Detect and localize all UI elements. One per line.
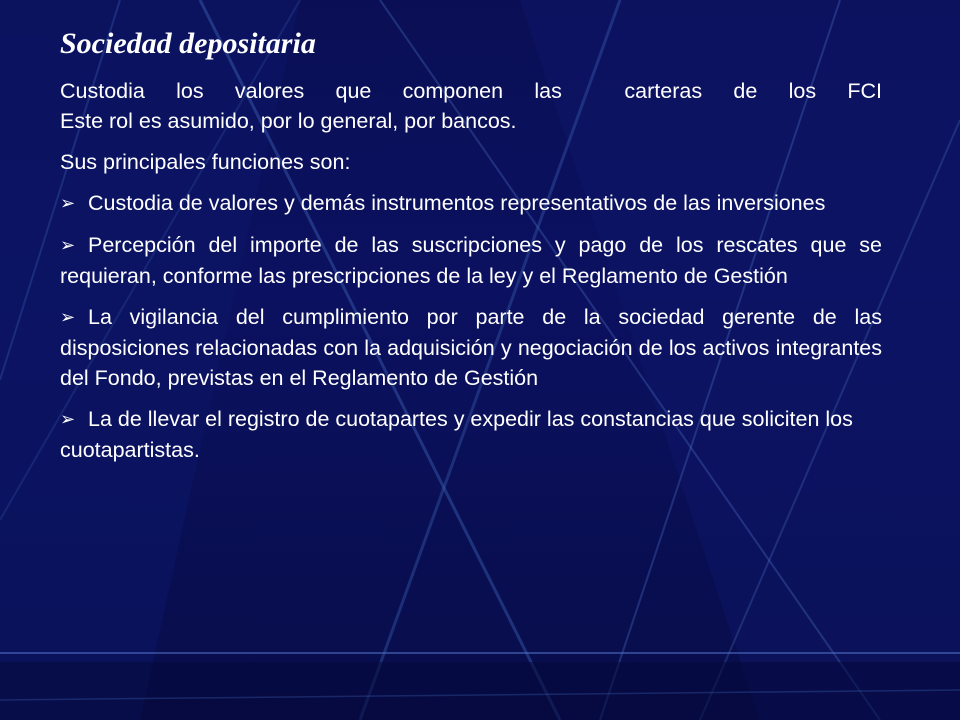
bullet-item — [60, 302, 882, 393]
bullet-text: Custodia de valores y demás instrumentos representativos de las inversiones — [88, 191, 826, 215]
arrow-right-icon: ➢ — [60, 235, 76, 256]
bullet-item — [60, 404, 882, 465]
functions-heading: Sus principales funciones son: — [60, 150, 351, 174]
bullet-text: Percepción del importe de las suscripciones y pago de los rescates que se requieran, conforme las prescripciones de la ley y el Reglamento de Gestión — [60, 233, 882, 288]
intro-line-2: Este rol es asumido, por lo general, por bancos. — [60, 109, 517, 133]
arrow-right-icon: ➢ — [60, 193, 76, 214]
bullet-item — [60, 188, 882, 219]
bottom-line — [0, 652, 960, 654]
slide-title: Sociedad depositaria — [60, 27, 316, 60]
arrow-right-icon: ➢ — [60, 409, 76, 430]
slide-content — [60, 24, 882, 476]
bullet-item — [60, 230, 882, 291]
bullet-text: La vigilancia del cumplimiento por parte de la sociedad gerente de las disposiciones relacionadas con la adquisición y negociación de los activos integrantes del Fondo, previstas en el Reglamento de Gestión — [60, 305, 882, 390]
intro-paragraph — [60, 76, 882, 136]
bullet-text: La de llevar el registro de cuotapartes y expedir las constancias que soliciten los cuotapartistas. — [60, 407, 853, 462]
intro-line-1: Custodia los valores que componen las carteras de los FCI — [60, 79, 882, 103]
arrow-right-icon: ➢ — [60, 307, 76, 328]
